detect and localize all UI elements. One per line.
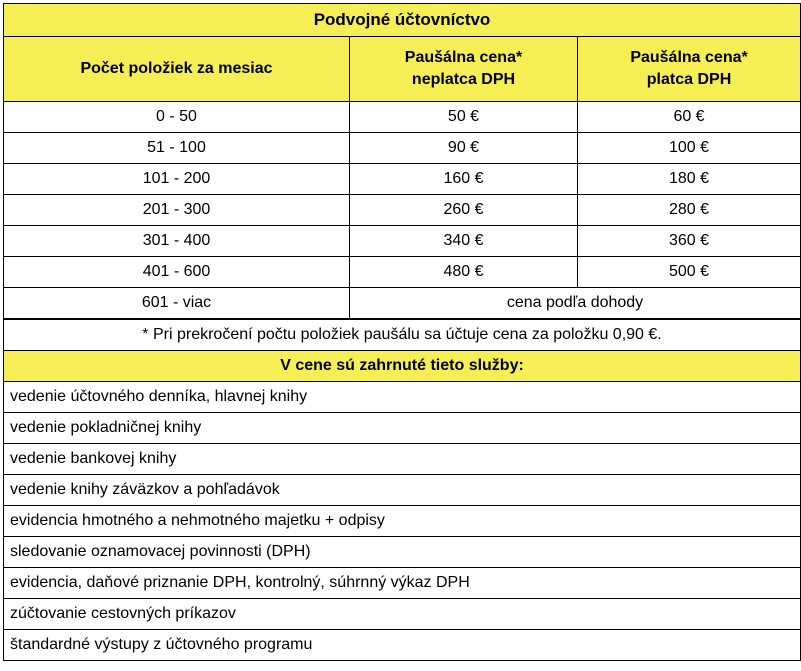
list-item (4, 599, 801, 630)
list-item (4, 413, 801, 444)
list-item (4, 630, 801, 661)
title-row (4, 4, 801, 37)
list-item (4, 506, 801, 537)
item-range-cell: 301 - 400 (4, 226, 350, 257)
price-non-vat-cell: 50 € (350, 102, 578, 133)
price-non-vat-cell: 340 € (350, 226, 578, 257)
service-item: vedenie bankovej knihy (4, 444, 801, 475)
price-vat-cell: 280 € (578, 195, 801, 226)
price-non-vat-cell: 260 € (350, 195, 578, 226)
item-range-cell: 201 - 300 (4, 195, 350, 226)
price-non-vat-cell: 160 € (350, 164, 578, 195)
price-vat-cell: 360 € (578, 226, 801, 257)
price-vat-cell: 180 € (578, 164, 801, 195)
header-price-vat-line1: Paušálna cena* (630, 49, 748, 66)
table-row (4, 102, 801, 133)
list-item (4, 537, 801, 568)
price-non-vat-cell: 480 € (350, 257, 578, 288)
list-item (4, 475, 801, 506)
services-heading: V cene sú zahrnuté tieto služby: (4, 351, 801, 382)
header-row (4, 37, 801, 102)
header-item-count: Počet položiek za mesiac (4, 37, 350, 102)
table-row (4, 226, 801, 257)
item-range-cell: 401 - 600 (4, 257, 350, 288)
header-price-vat (578, 37, 801, 102)
item-range-cell: 101 - 200 (4, 164, 350, 195)
table-title: Podvojné účtovníctvo (4, 4, 801, 37)
header-price-non-vat (350, 37, 578, 102)
item-range-cell: 601 - viac (4, 288, 350, 320)
service-item: sledovanie oznamovacej povinnosti (DPH) (4, 537, 801, 568)
header-price-non-vat-line1: Paušálna cena* (404, 49, 523, 66)
services-heading-row (4, 351, 801, 382)
table-row (4, 164, 801, 195)
list-item (4, 568, 801, 599)
table-row (4, 195, 801, 226)
header-price-non-vat-line2: neplatca DPH (411, 71, 516, 88)
pricing-sheet (3, 3, 800, 661)
header-price-vat-line2: platca DPH (646, 71, 732, 88)
price-vat-cell: 60 € (578, 102, 801, 133)
service-item: vedenie pokladničnej knihy (4, 413, 801, 444)
pricing-table (3, 3, 801, 661)
table-row (4, 133, 801, 164)
item-range-cell: 0 - 50 (4, 102, 350, 133)
service-item: štandardné výstupy z účtovného programu (4, 630, 801, 661)
price-vat-cell: 100 € (578, 133, 801, 164)
service-item: evidencia, daňové priznanie DPH, kontrolný, súhrnný výkaz DPH (4, 568, 801, 599)
price-vat-cell: 500 € (578, 257, 801, 288)
price-by-agreement-cell: cena podľa dohody (350, 288, 801, 320)
table-row (4, 257, 801, 288)
service-item: vedenie účtovného denníka, hlavnej knihy (4, 382, 801, 413)
note-row (4, 319, 801, 351)
service-item: vedenie knihy záväzkov a pohľadávok (4, 475, 801, 506)
pricing-footnote: * Pri prekročení počtu položiek paušálu sa účtuje cena za položku 0,90 €. (4, 319, 801, 351)
service-item: zúčtovanie cestovných príkazov (4, 599, 801, 630)
service-item: evidencia hmotného a nehmotného majetku + odpisy (4, 506, 801, 537)
list-item (4, 382, 801, 413)
item-range-cell: 51 - 100 (4, 133, 350, 164)
list-item (4, 444, 801, 475)
price-non-vat-cell: 90 € (350, 133, 578, 164)
table-row-last (4, 288, 801, 320)
